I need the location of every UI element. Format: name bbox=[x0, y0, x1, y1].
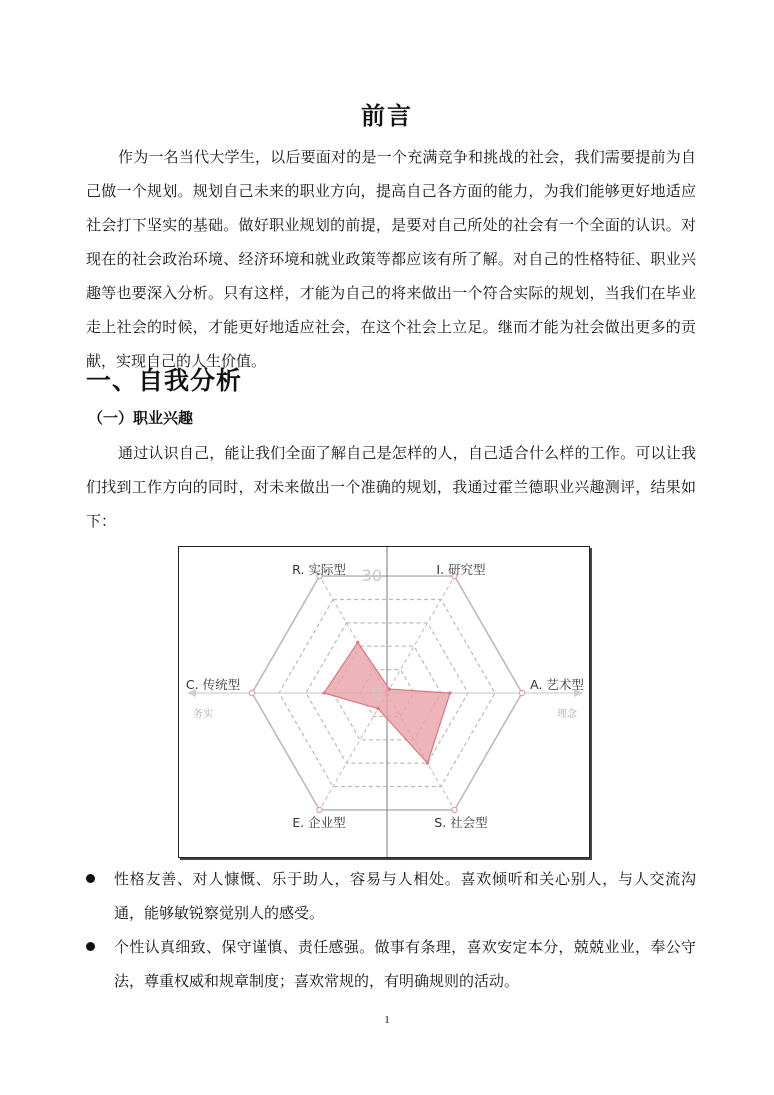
vertex-marker bbox=[317, 807, 322, 812]
radar-chart-svg bbox=[179, 547, 589, 857]
vertex-marker bbox=[249, 690, 254, 695]
vertex-marker bbox=[519, 690, 524, 695]
axis-side-label: 务实 bbox=[193, 709, 213, 720]
grid-spoke bbox=[320, 693, 388, 810]
intro-paragraph: 作为一名当代大学生，以后要面对的是一个充满竞争和挑战的社会，我们需要提前为自己做一个规划。规划自己未来的职业方向，提高自己各方面的能力，为我们能够更好地适应社会打下坚实的基础。做好职业规划的前提，是要对自己所处的社会有一个全面的认识。对现在的社会政治环境、经济环境和就业政策等都应该有所了解。对自己的性格特征、职业兴趣等也要深入分析。只有这样，才能为自己的将来做出一个符合实际的规划，当我们在毕业走上社会的时候，才能更好地适应社会，在这个社会上立足。继而才能为社会做出更多的贡献，实现自己的人生价值。 bbox=[86, 148, 696, 370]
category-label: R. 实际型 bbox=[292, 562, 346, 577]
category-label: A. 艺术型 bbox=[530, 677, 584, 692]
bullet-icon bbox=[86, 942, 95, 951]
subsection-paragraph: 通过认识自己，能让我们全面了解自己是怎样的人，自己适合什么样的工作。可以让我们找到工作方向的同时，对未来做出一个准确的规划，我通过霍兰德职业兴趣测评，结果如下： bbox=[86, 444, 696, 530]
category-label: C. 传统型 bbox=[185, 677, 241, 692]
page-number: 1 bbox=[384, 1014, 390, 1026]
data-point bbox=[322, 691, 325, 694]
grid-spoke bbox=[387, 576, 455, 693]
bullet-icon bbox=[86, 874, 95, 883]
data-point bbox=[426, 762, 429, 765]
axis-side-label: 理念 bbox=[557, 709, 577, 720]
bullet-list bbox=[86, 862, 696, 998]
bullet-text: 个性认真细致、保守谨慎、责任感强。做事有条理，喜欢安定本分，兢兢业业，奉公守法，尊重权威和规章制度；喜欢常规的，有明确规则的活动。 bbox=[114, 938, 696, 990]
holland-radar-chart bbox=[178, 546, 590, 858]
bullet-item bbox=[86, 930, 696, 998]
tick-label: 0 bbox=[371, 684, 382, 703]
category-label: I. 研究型 bbox=[436, 562, 486, 577]
bullet-text: 性格友善、对人慷慨、乐于助人，容易与人相处。喜欢倾听和关心别人，与人交流沟通，能够敏锐察觉别人的感受。 bbox=[114, 870, 696, 922]
category-label: E. 企业型 bbox=[292, 815, 346, 830]
vertex-marker bbox=[452, 807, 457, 812]
bullet-item bbox=[86, 862, 696, 930]
data-point bbox=[356, 641, 359, 644]
data-point bbox=[388, 688, 391, 691]
section-heading: 一、自我分析 bbox=[86, 366, 243, 395]
tick-label: 30 bbox=[361, 566, 382, 585]
category-label: S. 社会型 bbox=[434, 815, 488, 830]
data-point bbox=[376, 707, 379, 710]
subsection-heading: （一）职业兴趣 bbox=[88, 409, 194, 427]
data-point bbox=[448, 691, 451, 694]
page-title: 前言 bbox=[361, 101, 413, 130]
